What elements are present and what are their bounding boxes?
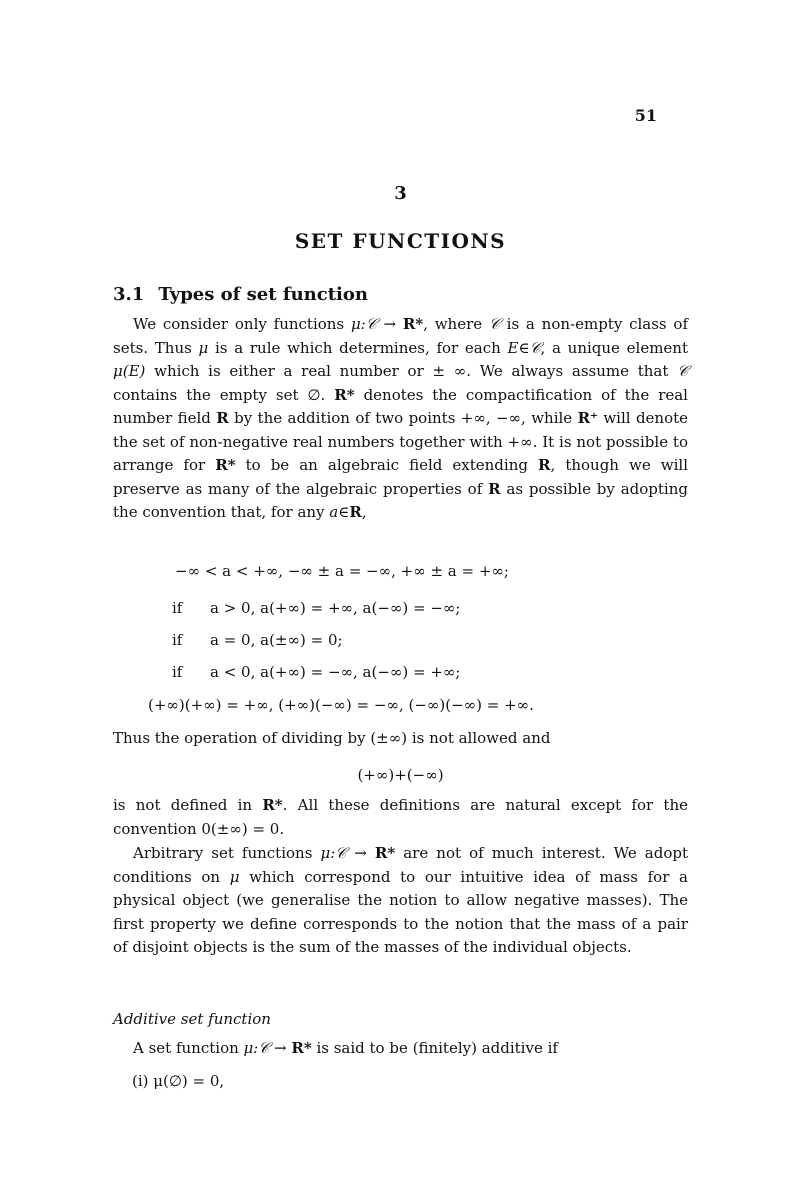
chapter-title: SET FUNCTIONS	[294, 229, 507, 253]
condition-1: (i) μ(∅) = 0,	[132, 1072, 225, 1090]
paragraph-not-defined: is not defined in R*. All these definitions are natural except for the convention 0(±∞) = 0.	[113, 796, 688, 838]
section-number: 3.1	[113, 284, 145, 305]
display-infinity-sum: (+∞)+(−∞)	[357, 766, 444, 784]
section-heading	[113, 284, 368, 305]
paragraph-arbitrary: Arbitrary set functions μ:𝒞 → R* are not of much interest. We adopt conditions on μ which correspond to our intuitive idea of mass for a physical object (we generalise the notion to allow negative masses). The first property we define corresponds to the notion that the mass of a pair of disjoint objects is the sum of the masses of the individual objects.	[113, 844, 688, 956]
convention-line-2: if a > 0, a(+∞) = +∞, a(−∞) = −∞;	[172, 599, 461, 617]
section-title: Types of set function	[158, 284, 368, 305]
definition-text: A set function μ:𝒞 → R* is said to be (finitely) additive if	[133, 1039, 558, 1057]
convention-line-1: −∞ < a < +∞, −∞ ± a = −∞, +∞ ± a = +∞;	[175, 562, 509, 580]
convention-line-4: if a < 0, a(+∞) = −∞, a(−∞) = +∞;	[172, 663, 461, 681]
convention-line-5: (+∞)(+∞) = +∞, (+∞)(−∞) = −∞, (−∞)(−∞) = +∞.	[148, 696, 534, 714]
convention-line-3: if a = 0, a(±∞) = 0;	[172, 631, 343, 649]
paragraph-intro: We consider only functions μ:𝒞 → R*, where 𝒞 is a non-empty class of sets. Thus μ is a rule which determines, for each E∈𝒞, a unique element μ(E) which is either a real number or ± ∞. We always assume that 𝒞 contains the empty set ∅. R* denotes the compactification of the real number field R by the addition of two points +∞, −∞, while R⁺ will denote the set of non-negative real numbers together with +∞. It is not possible to arrange for R* to be an algebraic field extending R, though we will preserve as many of the algebraic properties of R as possible by adopting the convention that, for any a∈R,	[113, 315, 689, 521]
page-number: 51	[634, 106, 657, 125]
paragraph-division: Thus the operation of dividing by (±∞) is not allowed and	[113, 729, 551, 747]
definition-heading: Additive set function	[113, 1010, 271, 1028]
chapter-number: 3	[394, 183, 407, 204]
